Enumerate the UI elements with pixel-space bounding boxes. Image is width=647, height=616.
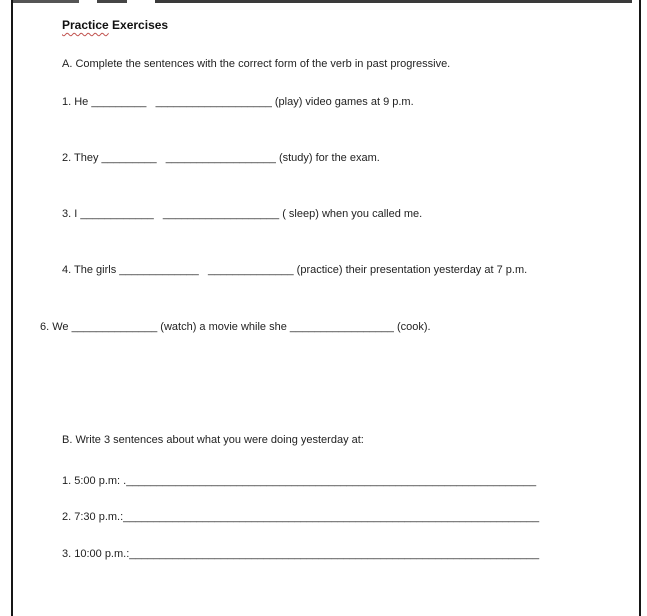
spellcheck-underlined-word: Practice bbox=[62, 18, 109, 32]
top-border-segment-3 bbox=[155, 0, 632, 3]
exercise-a-item-1: 1. He _________ ___________________ (play) video games at 9 p.m. bbox=[62, 96, 414, 108]
top-border-segment-1 bbox=[13, 0, 79, 3]
exercise-b-item-2: 2. 7:30 p.m.:____________________________________________________________________ bbox=[62, 511, 540, 523]
section-b-heading: B. Write 3 sentences about what you were doing yesterday at: bbox=[62, 434, 364, 446]
exercise-b-item-1: 1. 5:00 p.m: .___________________________________________________________________ bbox=[62, 475, 537, 487]
exercise-a-item-2: 2. They _________ __________________ (study) for the exam. bbox=[62, 152, 380, 164]
page-right-border bbox=[639, 0, 641, 616]
worksheet-title bbox=[62, 18, 168, 32]
exercise-b-item-3: 3. 10:00 p.m.:___________________________________________________________________ bbox=[62, 548, 540, 560]
page-left-border bbox=[11, 0, 13, 616]
exercise-a-item-4: 4. The girls _____________ ______________ (practice) their presentation yesterday at 7 p.m. bbox=[62, 264, 528, 276]
section-a-heading: A. Complete the sentences with the correct form of the verb in past progressive. bbox=[62, 58, 451, 70]
top-border-segment-2 bbox=[97, 0, 127, 3]
exercise-a-item-3: 3. I ____________ ___________________ ( sleep) when you called me. bbox=[62, 208, 423, 220]
exercise-a-item-6: 6. We ______________ (watch) a movie while she _________________ (cook). bbox=[40, 321, 431, 333]
worksheet-title-rest: Exercises bbox=[108, 18, 169, 32]
